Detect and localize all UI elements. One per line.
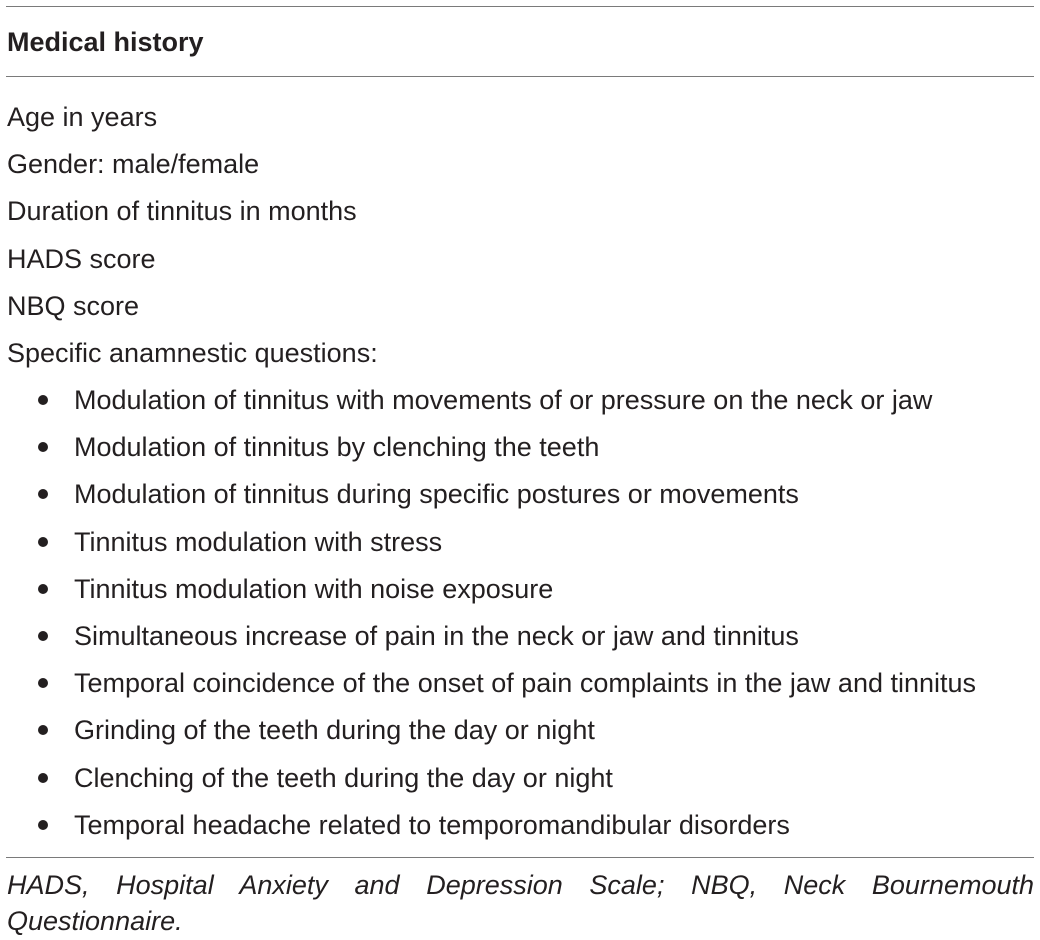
history-item-hads: HADS score bbox=[7, 243, 156, 274]
bullet-icon bbox=[38, 773, 48, 783]
list-item-text: Clenching of the teeth during the day or night bbox=[74, 762, 613, 793]
header-divider bbox=[6, 76, 1034, 77]
table-top-rule bbox=[6, 6, 1034, 7]
list-item-text: Modulation of tinnitus during specific postures or movements bbox=[74, 479, 799, 510]
table-footnote: HADS, Hospital Anxiety and Depression Scale; NBQ, Neck Bournemouth Questionnaire. bbox=[7, 870, 1034, 936]
list-item-text: Tinnitus modulation with stress bbox=[74, 526, 443, 557]
list-item-text: Temporal coincidence of the onset of pain complaints in the jaw and tinnitus bbox=[74, 668, 977, 699]
bullet-icon bbox=[38, 489, 48, 499]
history-item-anamnestic: Specific anamnestic questions: bbox=[7, 337, 378, 368]
list-item-text: Modulation of tinnitus with movements of or pressure on the neck or jaw bbox=[74, 385, 933, 415]
bullet-icon bbox=[38, 537, 48, 547]
list-item-text: Tinnitus modulation with noise exposure bbox=[74, 573, 554, 604]
list-item-text: Modulation of tinnitus by clenching the teeth bbox=[74, 432, 600, 463]
bullet-icon bbox=[38, 442, 48, 452]
table-header: Medical history bbox=[7, 27, 204, 57]
history-item-duration: Duration of tinnitus in months bbox=[7, 196, 357, 227]
bullet-icon bbox=[38, 395, 48, 405]
list-item-text: Simultaneous increase of pain in the neck or jaw and tinnitus bbox=[74, 620, 799, 651]
list-item-text: Temporal headache related to temporomandibular disorders bbox=[74, 809, 790, 840]
bullet-icon bbox=[38, 678, 48, 688]
list-item-text: Grinding of the teeth during the day or night bbox=[74, 715, 595, 746]
table-bottom-rule bbox=[6, 857, 1034, 858]
bullet-icon bbox=[38, 725, 48, 735]
history-item-age: Age in years bbox=[7, 102, 158, 132]
history-item-gender: Gender: male/female bbox=[7, 149, 260, 180]
bullet-icon bbox=[38, 631, 48, 641]
history-items bbox=[7, 94, 378, 377]
bullet-icon bbox=[38, 584, 48, 594]
history-item-nbq: NBQ score bbox=[7, 290, 140, 321]
bullet-icon bbox=[38, 820, 48, 830]
